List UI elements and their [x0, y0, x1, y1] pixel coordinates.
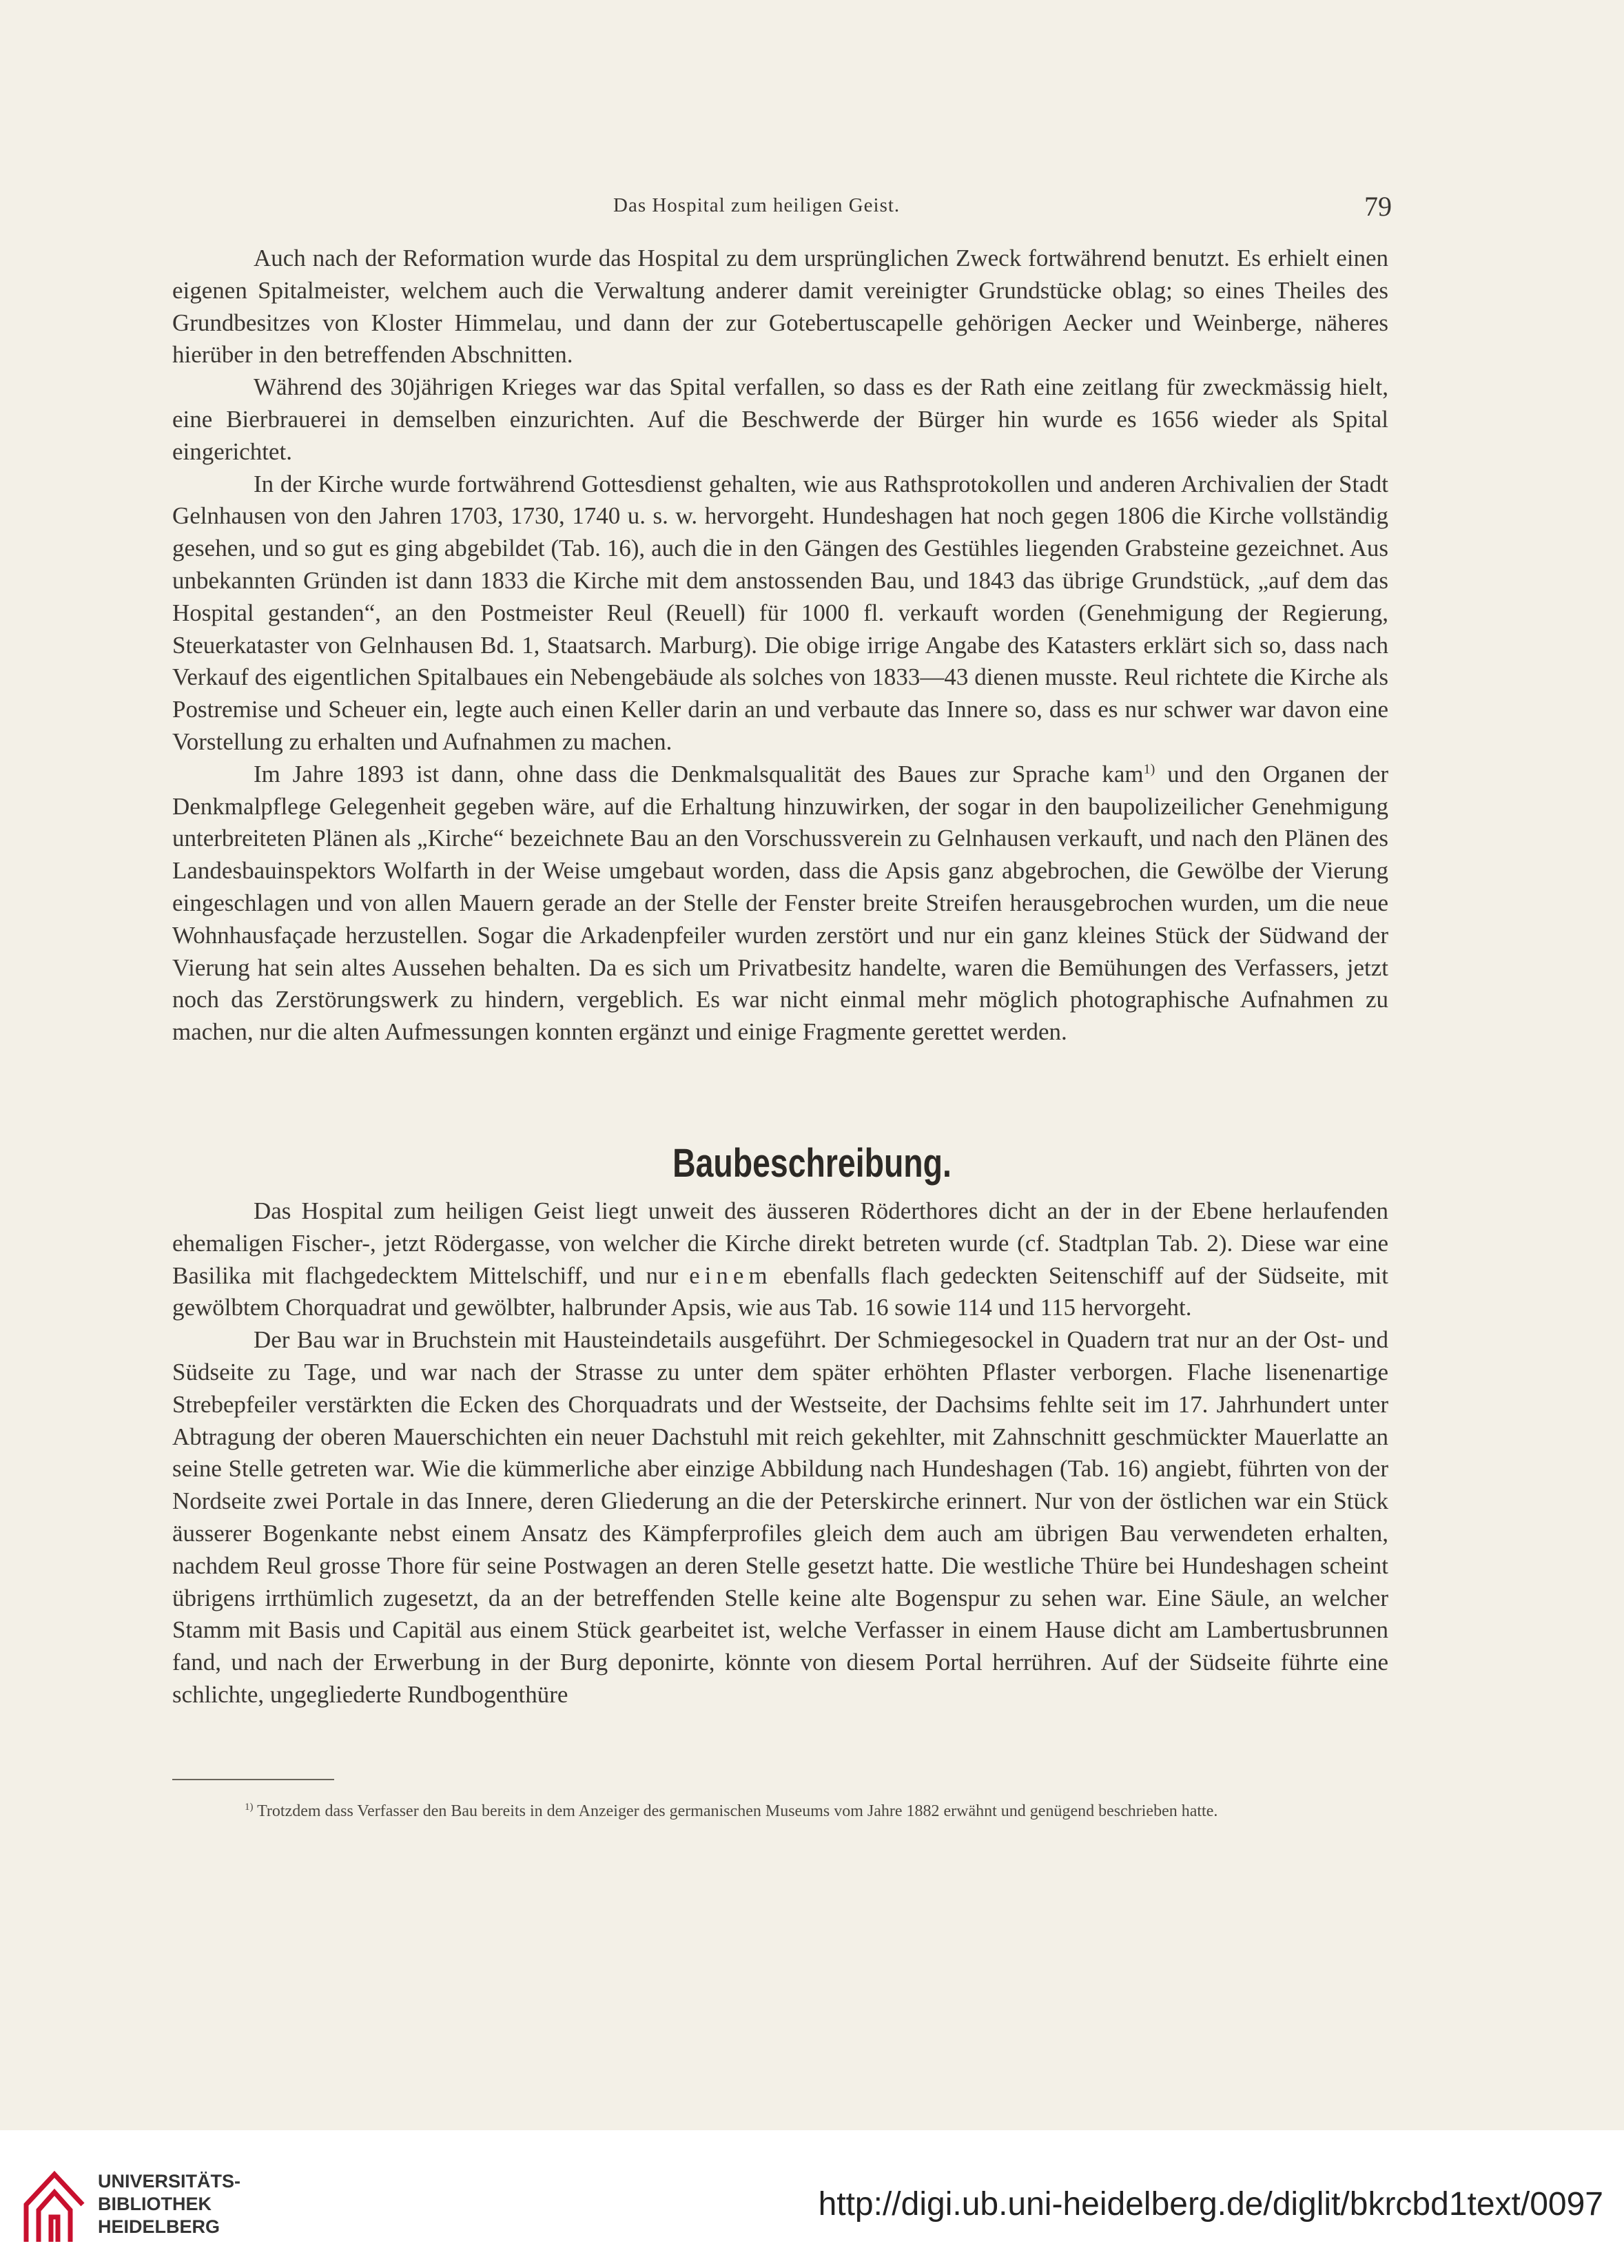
ub-heidelberg-logo-icon[interactable]: [21, 2165, 88, 2246]
emphasized-text: einem: [689, 1261, 772, 1289]
paragraph-text: ebenfalls flach gedeckten Seitenschiff auf der Südseite, mit gewölbtem Chorquadrat und gewölbter, halbrunder Apsis, wie aus Tab. 16 sowie 114 und 115 hervorgeht.: [172, 1261, 1388, 1321]
paragraph: [172, 759, 1388, 1049]
footnote-text: [172, 1795, 1388, 1823]
footnote: [172, 1795, 1388, 1823]
library-name-line: BIBLIOTHEK: [98, 2194, 212, 2214]
library-name-line: UNIVERSITÄTS-: [98, 2171, 241, 2192]
paragraph-text: und den Organen der Denkmalpflege Gelegenheit gegeben wäre, auf die Erhaltung hinzuwirken, der sogar in den baupolizeilicher Genehmigung unterbreiteten Plänen als „Kirche“ bezeichnete Bau an den Vorschussverein zu Gelnhausen verkauft, und nach den Plänen des Landesbauinspektors Wolfarth in der Weise umgebaut worden, dass die Apsis ganz abgebrochen, die Gewölbe der Vierung eingeschlagen und von allen Mauern gerade an der Stelle der Fenster breite Streifen herausgebrochen wurden, um die neue Wohnhausfaçade herzustellen. Sogar die Arkadenpfeiler wurden zerstört und nur ein ganz kleines Stück der Südwand der Vierung hat sein altes Aussehen behalten. Da es sich um Privatbesitz handelte, waren die Bemühungen des Verfassers, jetzt noch das Zerstörungswerk zu hindern, vergeblich. Es war nicht einmal mehr möglich photographische Aufnahmen zu machen, nur die alten Aufmessungen konnten ergänzt und einige Fragmente gerettet werden.: [172, 760, 1389, 1046]
paragraph: Der Bau war in Bruchstein mit Hausteindetails ausgeführt. Der Schmiegesockel in Quadern trat nur an der Ost- und Südseite zu Tage, und war nach der Strasse zu unter dem später erhöhten Pflaster verborgen. Flache lisenenartige Strebepfeiler verstärkten die Ecken des Chorquadrats und der Westseite, der Dachsims fehlte seit im 17. Jahrhundert unter Abtragung der oberen Mauerschichten ein neuer Dachstuhl mit reich gekehlter, mit Zahnschnitt geschmückter Mauerlatte an seine Stelle getreten war. Wie die kümmerliche aber einzige Abbildung nach Hundeshagen (Tab. 16) angiebt, führten von der Nordseite zwei Portale in das Innere, deren Gliederung an die der Peterskirche erinnert. Nur von der östlichen war ein Stück äusserer Bogenkante nebst einem Ansatz des Kämpferprofiles gleich dem auch am übrigen Bau verwendeten erhalten, nachdem Reul grosse Thore für seine Postwagen an deren Stelle gesetzt hatte. Die westliche Thüre bei Hundeshagen scheint übrigens irrthümlich zugesetzt, da an der betreffenden Stelle keine alte Bogenspur zu sehen war. Eine Säule, an welcher Stamm mit Basis und Capitäl aus einem Stück gearbeitet ist, welche Verfasser in einem Hause dicht am Lambertusbrunnen fand, und nach der Erwerbung in der Burg deponirte, könnte von diesem Portal herrühren. Auf der Südseite führte eine schlichte, ungegliederte Rundbogenthüre: [172, 1326, 1388, 1708]
paragraph: Während des 30jährigen Krieges war das Spital verfallen, so dass es der Rath eine zeitlang für zweckmässig hielt, eine Bierbrauerei in demselben einzurichten. Auf die Beschwerde der Bürger hin wurde es 1656 wieder als Spital eingerichtet.: [172, 373, 1388, 465]
footnote-reference[interactable]: 1): [1143, 761, 1155, 777]
body-text-lower: [172, 1195, 1388, 1711]
paragraph-text: Das Hospital zum heiligen Geist liegt unweit des äusseren Röderthores dicht an der in der Ebene herlaufenden ehemaligen Fischer-, jetzt Rödergasse, von welcher die Kirche direkt betreten wurde (cf. Stadtplan Tab. 2). Diese war eine Basilika mit flachgedecktem Mittelschiff, und nur: [172, 1197, 1388, 1289]
page-number: 79: [1364, 191, 1392, 222]
library-name: [98, 2170, 240, 2238]
section-heading: Baubeschreibung.: [672, 1141, 952, 1186]
permalink-url[interactable]: http://digi.ub.uni-heidelberg.de/diglit/bkrcbd1text/0097: [818, 2186, 1603, 2223]
footnote-body: Trotzdem dass Verfasser den Bau bereits in dem Anzeiger des germanischen Museums vom Jahre 1882 erwähnt und genügend beschrieben hatte.: [253, 1802, 1218, 1820]
footnote-mark: 1): [245, 1802, 254, 1813]
footnote-rule: [172, 1779, 334, 1780]
running-title: Das Hospital zum heiligen Geist.: [613, 194, 901, 216]
paragraph: [172, 1195, 1388, 1324]
paragraph: Auch nach der Reformation wurde das Hospital zu dem ursprünglichen Zweck fortwährend benutzt. Es erhielt einen eigenen Spitalmeister, welchem auch die Verwaltung anderer damit vereinigter Grundstücke oblag; so eines Theiles des Grundbesitzes von Kloster Himmelau, und dann der zur Gotebertuscapelle gehörigen Aecker und Weinberge, näheres hierüber in den betreffenden Abschnitten.: [172, 245, 1388, 369]
footer-bar: [0, 2130, 1624, 2268]
body-text-upper: [172, 243, 1388, 1049]
paragraph: In der Kirche wurde fortwährend Gottesdienst gehalten, wie aus Rathsprotokollen und anderen Archivalien der Stadt Gelnhausen von den Jahren 1703, 1730, 1740 u. s. w. hervorgeht. Hundeshagen hat noch gegen 1806 die Kirche vollständig gesehen, und so gut es ging abgebildet (Tab. 16), auch die in den Gängen des Gestühles liegenden Grabsteine gezeichnet. Aus unbekannten Gründen ist dann 1833 die Kirche mit dem anstossenden Bau, und 1843 das übrige Grundstück, „auf dem das Hospital gestanden“, an den Postmeister Reul (Reuell) für 1000 fl. verkauft worden (Genehmigung der Regierung, Steuerkataster von Gelnhausen Bd. 1, Staatsarch. Marburg). Die obige irrige Angabe des Katasters erklärt sich so, dass nach Verkauf des eigentlichen Spitalbaues ein Nebengebäude als solches von 1833—43 dienen musste. Reul richtete die Kirche als Postremise und Scheuer ein, legte auch einen Keller darin an und verbaute das Innere so, dass es nur schwer war davon eine Vorstellung zu erhalten und Aufnahmen zu machen.: [172, 470, 1388, 755]
library-name-line: HEIDELBERG: [98, 2216, 220, 2237]
page-header: [262, 191, 1392, 229]
paragraph-text: Im Jahre 1893 ist dann, ohne dass die Denkmalsqualität des Baues zur Sprache kam: [254, 760, 1144, 787]
